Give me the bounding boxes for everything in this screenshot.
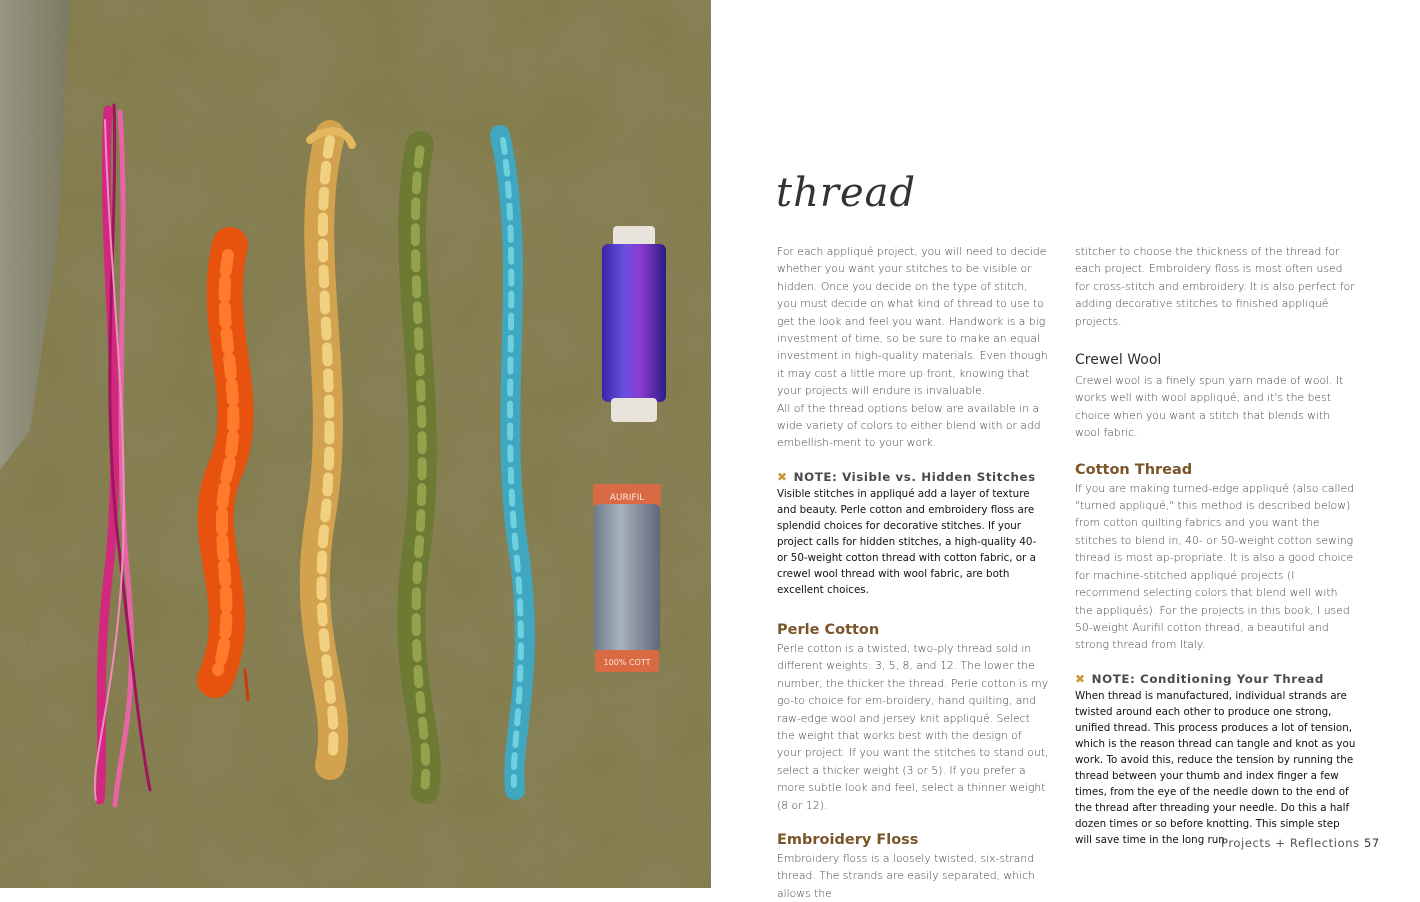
running-footer: Projects + Reflections [1221, 836, 1360, 850]
cross-stitch-icon: ✖ [777, 469, 788, 484]
note-body: Visible stitches in appliqué add a layer of texture and beauty. Perle cotton and embroidery floss are splendid choices for decorative stitches. If your project calls for hidden stitches, a high-quality 40- or 50-weight cotton thread with cotton fabric, or a crewel wool thread with wool fabric, are both excellent choices. [777, 487, 1037, 596]
grey-spool [593, 484, 661, 672]
page-title: thread [776, 170, 917, 216]
section-heading: Embroidery Floss [777, 831, 919, 848]
section-body: Perle cotton is a twisted, two-ply thread sold in different weights: 3, 5, 8, and 12. The lower the number, the thicker the thread. Perle cotton is my go-to choice for em-broidery, hand quilting, and raw-edge wool and jersey knit appliqué. Select the weight that works best with the design of your project. If you want the stitches to stand out, select a thicker weight (3 or 5). If you prefer a more subtle look and feel, select a thinner weight (8 or 12). [777, 641, 1049, 812]
section-embroidery-floss [777, 832, 1049, 902]
left-column [777, 243, 1049, 902]
section-crewel-wool [1075, 352, 1358, 442]
orange-thread [215, 245, 248, 700]
note-visible-hidden [777, 470, 1049, 598]
intro-paragraph-2: All of the thread options below are available in a wide variety of colors to either blend with or add embellish-ment to your work. [777, 401, 1041, 450]
section-heading: Perle Cotton [777, 621, 880, 638]
note-body: When thread is manufactured, individual strands are twisted around each other to produce one strong, unified thread. This process produces a lot of tension, which is the reason thread can tangle and knot as you work. To avoid this, reduce the tension by running the thread between your thumb and index finger a few times, from the eye of the needle down to the end of the thread after threading your needle. Do this a half dozen times or so before knotting. This simple step will save time in the long run. [1075, 689, 1356, 846]
floss-continued: stitcher to choose the thickness of the thread for each project. Embroidery floss is most often used for cross-stitch and embroidery. It is also perfect for adding decorative stitches to finished appliqué projects. [1075, 245, 1355, 328]
section-body: Embroidery floss is a loosely twisted, six-strand thread. The strands are easily separated, which allows the [777, 851, 1035, 900]
cross-stitch-icon: ✖ [1075, 671, 1086, 686]
note-conditioning [1075, 672, 1358, 848]
section-perle-cotton [777, 622, 1049, 814]
intro-paragraph: For each appliqué project, you will need to decide whether you want your stitches to be visible or hidden. Once you decide on the type of stitch, you must decide on what kind of thread to use to get the look and feel you want. Handwork is a big investment of time, so be sure to make an equal investment in high-quality materials. Even though it may cost a little more up front, knowing that your projects will endure is invaluable. [777, 245, 1048, 398]
section-heading: Crewel Wool [1075, 352, 1162, 369]
olive-thread [411, 145, 427, 790]
section-cotton-thread [1075, 462, 1358, 654]
purple-spool [602, 226, 666, 422]
spool-label-top: AURIFIL [609, 493, 645, 503]
right-column [1075, 243, 1358, 848]
section-body: If you are making turned-edge appliqué (also called "turned appliqué," this method is described below) from cotton quilting fabrics and you want the stitches to blend in, 40- or 50-weight cotton sewing thread is most ap-propriate. It is also a good choice for machine-stitched appliqué projects (I recommend selecting colors that blend well with the appliqués). For the projects in this book, I used 50-weight Aurifil cotton thread, a beautiful and strong thread from Italy. [1075, 481, 1354, 652]
note-heading: NOTE: Visible vs. Hidden Stitches [793, 469, 1036, 484]
spool-label-bottom: 100% COTT [603, 658, 651, 667]
note-heading: NOTE: Conditioning Your Thread [1091, 671, 1324, 686]
page-number: 57 [1364, 836, 1380, 850]
section-heading: Cotton Thread [1075, 461, 1193, 478]
thread-photo [0, 0, 711, 888]
section-body: Crewel wool is a finely spun yarn made of wool. It works well with wool appliqué, and it's the best choice when you want a stitch that blends with wool fabric. [1075, 374, 1344, 440]
